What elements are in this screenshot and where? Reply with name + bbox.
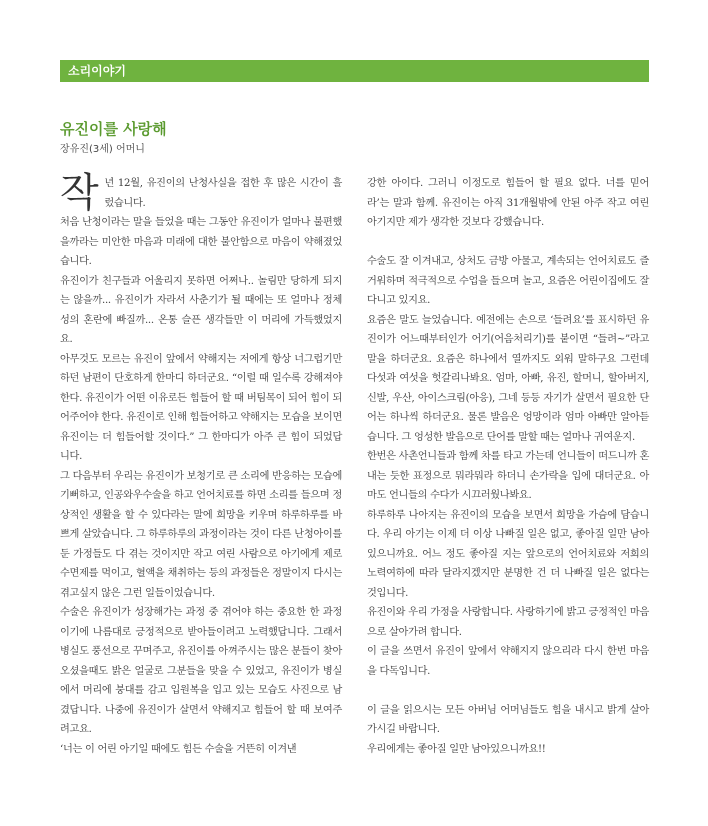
paragraph: 강한 아이다. 그러니 이정도로 힘들어 할 필요 없다. 너를 믿어라’는 말과 함께. 유진이는 아직 31개월밖에 안된 아주 작고 여린 아기지만 제가 생각한 것보다 강했습니다. [367,178,649,228]
paragraph: 이 글을 쓰면서 유진이 앞에서 약해지지 않으리라 다시 한번 마음을 다독입니다. [367,646,649,677]
paragraph: 이 글을 읽으시는 모든 아버님 어머님들도 힘을 내시고 밝게 살아가시길 바랍니다. [367,704,649,735]
paragraph-spacer [367,233,649,253]
paragraph: 우리에게는 좋아질 일만 남아있으니까요!! [367,743,546,755]
paragraph-spacer [367,681,649,701]
paragraph: 처음 난청이라는 말을 들었을 때는 그동안 유진이가 얼마나 불편했을까라는 미안한 마음과 미래에 대한 불안함으로 마음이 약해졌었습니다. [60,217,342,267]
article-byline: 장유진(3세) 어머니 [60,144,145,155]
article-column-left [60,170,342,759]
paragraph: 한번은 사촌언니들과 함께 차를 타고 가는데 언니들이 떠드니까 혼내는 듯한 표정으로 뭐라뭐라 하더니 손가락을 입에 대더군요. 아마도 언니들의 수다가 시끄러웠나봐요. [367,451,649,501]
paragraph: 수술도 잘 이겨내고, 상처도 금방 아물고, 계속되는 언어치료도 즐거워하며 적극적으로 수업을 들으며 놀고, 요즘은 어린이집에도 잘 다니고 있지요. [367,256,649,306]
paragraph: 하루하루 나아지는 유진이의 모습을 보면서 희망을 가슴에 담습니다. 우리 아기는 이제 더 이상 나빠질 일은 없고, 좋아질 일만 남아있으니까요. 어느 정도 좋아질 지는 앞으로의 언어치료와 저희의 노력여하에 따라 달라지겠지만 분명한 건 더 나빠질 일은 없다는 것입니다. [367,509,649,599]
paragraph: ‘너는 이 어린 아기일 때에도 힘든 수술을 거뜬히 이겨낸 [60,743,297,755]
section-label: 소리이야기 [68,64,126,78]
paragraph: 수술은 유진이가 성장해가는 과정 중 겪어야 하는 중요한 한 과정이기에 나름대로 긍정적으로 받아들이려고 노력했답니다. 그래서 병실도 풍선으로 꾸며주고, 유진이를 아껴주시는 많은 분들이 찾아오셨을때도 밝은 얼굴로 그분들을 맞을 수 있었고, 유진이가 병실에서 머리에 붕대를 감고 입원복을 입고 있는 모습도 사진으로 남겼답니다. 나중에 유진이가 살면서 약해지고 힘들어 할 때 보여주려고요. [60,607,342,735]
paragraph: 그 다음부터 우리는 유진이가 보청기로 큰 소리에 반응하는 모습에 기뻐하고, 인공와우수술을 하고 언어치료를 하면 소리를 들으며 정상적인 생활을 할 수 있다라는 말에 희망을 키우며 하루하루를 바쁘게 살았습니다. 그 하루하루의 과정이라는 것이 다른 난청아이를 둔 가정들도 다 겪는 것이지만 작고 여린 사람으로 아기에게 제로 수면제를 먹이고, 혈액을 채취하는 등의 과정들은 정말이지 다시는 겪고싶지 않은 그런 일들이었습니다. [60,470,342,599]
paragraph: 요즘은 말도 늘었습니다. 예전에는 손으로 ‘들려요’를 표시하던 유진이가 어느때부터인가 어기(어음처리기)를 붙이면 “들려~”라고 말을 하더군요. 요즘은 하나에서 열까지도 외워 말하구요 그런데 다섯과 여섯을 헛갈리나봐요. 엄마, 아빠, 유진, 할머니, 할아버지, 신발, 우산, 아이스크림(아응), 그네 등등 자기가 살면서 필요한 단어는 하나씩 하더군요. 물론 발음은 엉망이라 엄마 아빠만 알아듣습니다. 그 엉성한 발음으로 단어를 말할 때는 얼마나 귀여운지. [367,314,649,443]
section-header-bar [60,60,649,82]
article-column-right [367,174,649,759]
article-title: 유진이를 사랑해 [60,120,167,138]
paragraph: 유진이가 친구들과 어울리지 못하면 어쩌나.. 놀림만 당하게 되지는 않을까... 유진이가 자라서 사춘기가 될 때에는 또 얼마나 정체성의 혼란에 빠질까... 온통 슬픈 생각들만 이 머리에 가득했었지요. [60,275,342,345]
paragraph: 유진이와 우리 가정을 사랑합니다. 사랑하기에 밝고 긍정적인 마음으로 살아가려 합니다. [367,607,649,638]
paragraph: 년 12월, 유진이의 난청사실을 접한 후 많은 시간이 흘렀습니다. [104,178,342,209]
paragraph: 아무것도 모르는 유진이 앞에서 약해지는 저에게 항상 너그럽기만 하던 남편이 단호하게 한마디 하더군요. “이럴 때 일수록 강해져야 한다. 유진이가 어떤 이유로든 힘들어 할 때 버팀목이 되어 힘이 되어주어야 한다. 유진이로 인해 힘들어하고 약해지는 모습을 보이면 유진이는 더 힘들어할 것이다.” 그 한마디가 아주 큰 힘이 되었답니다. [60,353,342,462]
drop-cap: 작 [60,170,99,216]
